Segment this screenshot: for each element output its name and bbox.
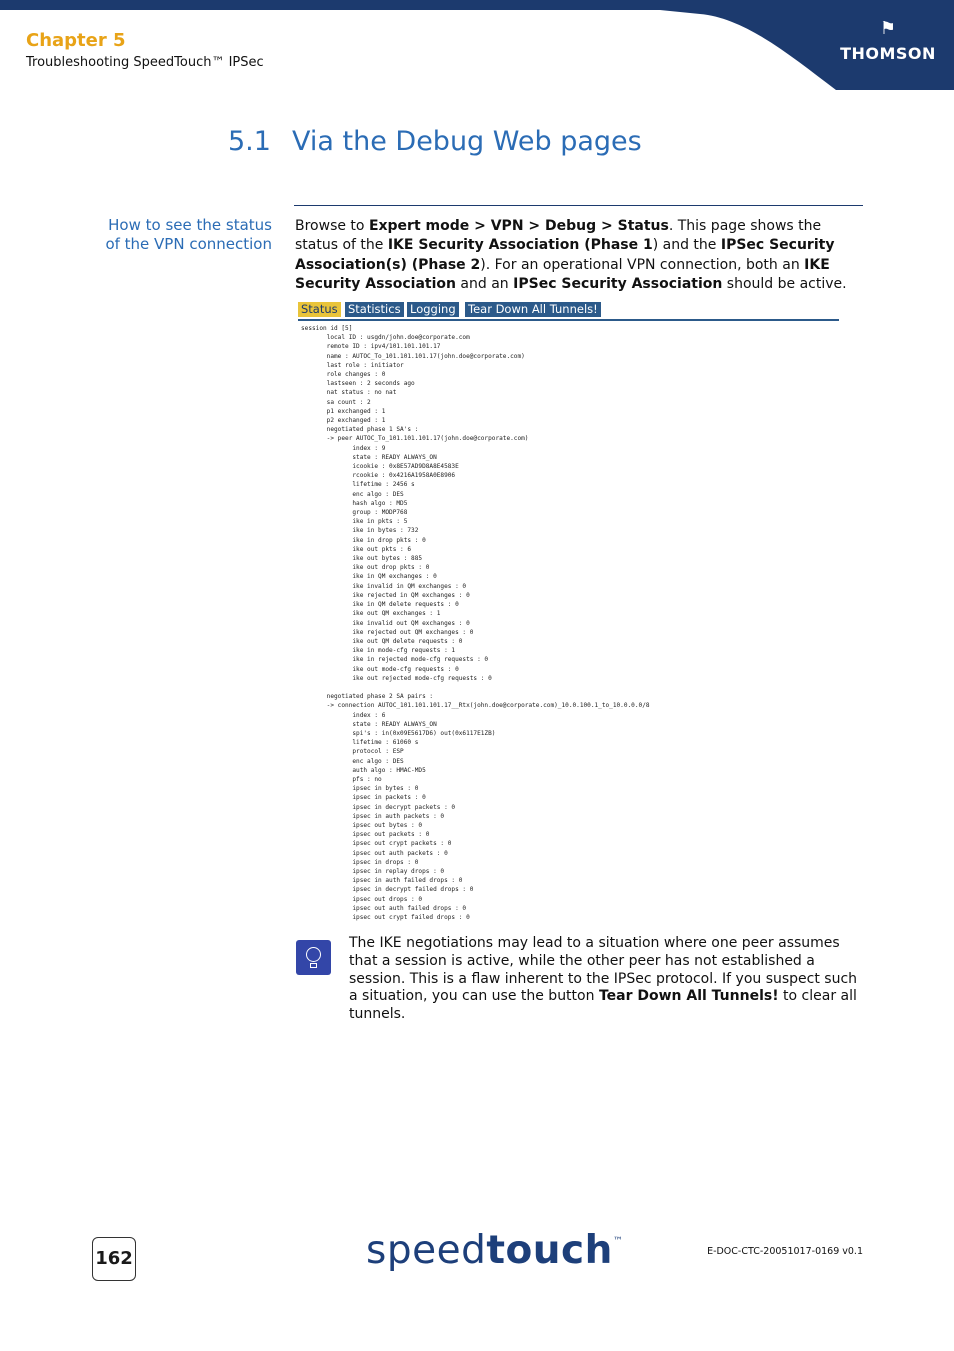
status-line: ipsec out auth failed drops : 0 [301, 904, 467, 912]
status-line: session id [5] [301, 325, 353, 332]
status-line: ike out drop pkts : 0 [301, 564, 430, 572]
body-text-4: ). For an operational VPN connection, both an [480, 256, 805, 273]
section-number: 5.1 [228, 126, 271, 157]
status-line: ipsec in decrypt failed drops : 0 [301, 886, 474, 894]
tab-status[interactable]: Status [298, 302, 341, 317]
tab-statistics[interactable]: Statistics [345, 302, 404, 317]
tip-note [349, 935, 864, 1024]
section-divider [294, 205, 863, 206]
side-heading [86, 216, 272, 254]
status-line: ipsec in replay drops : 0 [301, 867, 445, 875]
brand-tm: ™ [612, 1236, 624, 1247]
status-line: icookie : 0x8E57AD9D8A8E4583E [301, 463, 459, 471]
status-line: enc algo : DES [301, 757, 404, 765]
header-bar [0, 0, 954, 90]
status-line: name : AUTOC_To_101.101.101.17(john.doe@corporate.com) [301, 352, 525, 360]
status-line: ipsec out crypt packets : 0 [301, 840, 452, 848]
status-line: ike out rejected mode-cfg requests : 0 [301, 674, 492, 682]
status-line: group : MODP768 [301, 509, 408, 517]
body-bold-4: IKE Security Association [295, 256, 830, 292]
status-line: ike in rejected mode-cfg requests : 0 [301, 656, 489, 664]
chapter-label: Chapter 5 [26, 30, 126, 51]
status-line: last role : initiator [301, 361, 404, 369]
status-output [301, 324, 650, 922]
thomson-logo-text: THOMSON [840, 44, 936, 63]
tip-lightbulb-icon [296, 940, 331, 975]
status-line: sa count : 2 [301, 398, 371, 406]
status-line: ike invalid out QM exchanges : 0 [301, 619, 470, 627]
status-line: ipsec out packets : 0 [301, 831, 430, 839]
side-heading-line-2: of the VPN connection [105, 235, 272, 253]
status-line: ike out QM exchanges : 1 [301, 610, 441, 618]
status-line: lifetime : 61060 s [301, 739, 419, 747]
status-line: lastseen : 2 seconds ago [301, 380, 415, 388]
thomson-emblem-icon: ⚑ [879, 18, 897, 39]
status-line: ike out mode-cfg requests : 0 [301, 665, 459, 673]
body-text-2: . This page shows the status of the [295, 218, 822, 254]
status-line: p2 exchanged : 1 [301, 417, 386, 425]
status-line: auth algo : HMAC-MD5 [301, 766, 426, 774]
note-text-1: The IKE negotiations may lead to a situation where one peer assumes that a session is active, while the other peer has not established a session. This is a flaw inherent to the IPSec protocol. If you suspect such a situation, you can use the button [349, 935, 858, 1005]
status-line: state : READY ALWAYS_ON [301, 720, 437, 728]
speedtouch-logo [366, 1228, 623, 1273]
status-line: negotiated phase 1 SA's : [301, 426, 419, 434]
status-line: ike rejected in QM exchanges : 0 [301, 591, 470, 599]
status-line: -> peer AUTOC_To_101.101.101.17(john.doe@corporate.com) [301, 435, 529, 443]
status-line: lifetime : 2456 s [301, 481, 415, 489]
status-line: ike out QM delete requests : 0 [301, 637, 463, 645]
side-heading-line-1: How to see the status [108, 216, 272, 234]
brand-light-text: speed [366, 1228, 487, 1273]
body-bold-1: Expert mode > VPN > Debug > Status [368, 218, 669, 234]
status-line: ike in bytes : 732 [301, 527, 419, 535]
status-line: ike in QM delete requests : 0 [301, 601, 459, 609]
status-line: remote ID : ipv4/101.101.101.17 [301, 343, 441, 351]
brand-bold-text: touch [486, 1228, 613, 1273]
status-line: nat status : no nat [301, 389, 397, 397]
section-heading [228, 126, 642, 157]
status-line: ike out bytes : 885 [301, 555, 423, 563]
status-line: pfs : no [301, 775, 382, 783]
body-bold-3: IPSec Security Association(s) (Phase 2 [295, 237, 835, 273]
status-line: ipsec out drops : 0 [301, 895, 423, 903]
status-line: ipsec in drops : 0 [301, 858, 419, 866]
status-line: ipsec in packets : 0 [301, 794, 426, 802]
status-line: ike in pkts : 5 [301, 518, 408, 526]
body-text-3: ) and the [652, 237, 721, 254]
status-line [301, 683, 650, 692]
body-text-6: should be active. [722, 275, 847, 292]
tear-down-all-tunnels-button[interactable]: Tear Down All Tunnels! [465, 302, 601, 317]
status-line: ike invalid in QM exchanges : 0 [301, 582, 467, 590]
section-title: Via the Debug Web pages [292, 126, 642, 157]
status-line: ipsec out crypt failed drops : 0 [301, 914, 470, 921]
status-line: index : 6 [301, 711, 386, 719]
status-line: p1 exchanged : 1 [301, 407, 386, 415]
thomson-logo [838, 20, 938, 63]
page-number: 162 [92, 1237, 136, 1281]
status-line: index : 9 [301, 444, 386, 452]
status-line: ike in drop pkts : 0 [301, 536, 426, 544]
status-line: protocol : ESP [301, 748, 404, 756]
status-line: ipsec in bytes : 0 [301, 785, 419, 793]
status-line: role changes : 0 [301, 371, 386, 379]
status-line: ike out pkts : 6 [301, 545, 412, 553]
status-line: rcookie : 0x4216A1958A0E8906 [301, 472, 456, 480]
body-bold-2: IKE Security Association (Phase 1 [387, 237, 653, 254]
tab-underline [298, 319, 839, 321]
body-text-5: and an [455, 275, 514, 292]
document-reference: E-DOC-CTC-20051017-0169 v0.1 [707, 1246, 863, 1257]
status-line: -> connection AUTOC_101.101.101.17__Rtx(john.doe@corporate.com)_10.0.100.1_to_10.0.0.0/8 [301, 702, 650, 710]
chapter-subtitle: Troubleshooting SpeedTouch™ IPSec [26, 55, 264, 70]
body-paragraph [295, 217, 863, 294]
status-line: ipsec in auth packets : 0 [301, 812, 445, 820]
note-text-2: to clear all tunnels. [349, 988, 857, 1023]
status-line: hash algo : MD5 [301, 499, 408, 507]
status-line: ike rejected out QM exchanges : 0 [301, 628, 474, 636]
status-line: state : READY ALWAYS_ON [301, 453, 437, 461]
status-line: ike in QM exchanges : 0 [301, 573, 437, 581]
tab-logging[interactable]: Logging [407, 302, 459, 317]
status-line: ipsec in decrypt packets : 0 [301, 803, 456, 811]
body-bold-5: IPSec Security Association [513, 275, 723, 292]
note-bold-button-name: Tear Down All Tunnels! [598, 988, 779, 1005]
body-text-1: Browse to [295, 218, 369, 234]
status-line: negotiated phase 2 SA pairs : [301, 693, 434, 701]
status-line: local ID : usgdn/john.doe@corporate.com [301, 334, 470, 342]
debug-status-screenshot [298, 300, 839, 930]
status-line: ipsec out auth packets : 0 [301, 849, 448, 857]
status-line: ipsec out bytes : 0 [301, 821, 423, 829]
status-line: ike in mode-cfg requests : 1 [301, 647, 456, 655]
status-line: spi's : in(0x09E5617D6) out(0x6117E1ZB) [301, 729, 496, 737]
status-line: ipsec in auth failed drops : 0 [301, 877, 463, 885]
status-line: enc algo : DES [301, 490, 404, 498]
